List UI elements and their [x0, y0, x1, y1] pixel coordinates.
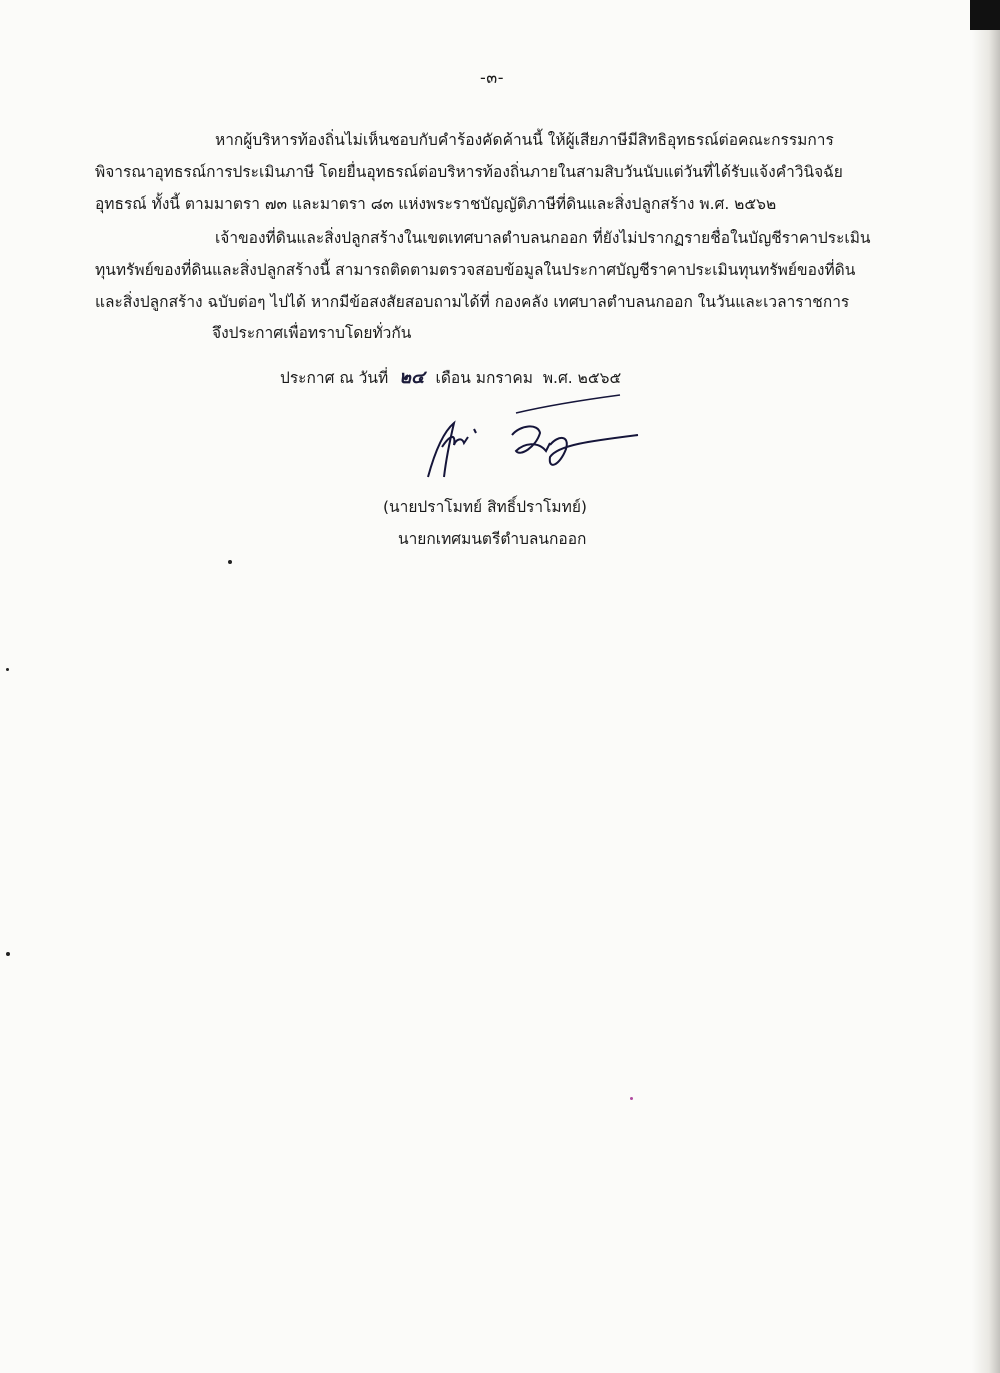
paragraph-appeal — [95, 124, 905, 220]
page-number: -๓- — [480, 68, 504, 87]
date-day-handwritten: ๒๔ — [399, 367, 425, 388]
scan-speck — [6, 952, 10, 956]
signatory-name: (นายปราโมทย์ สิทธิ์ปราโมทย์) — [383, 498, 587, 516]
paragraph-line: หากผู้บริหารท้องถิ่นไม่เห็นชอบกับคำร้องคัดค้านนี้ ให้ผู้เสียภาษีมีสิทธิอุทธรณ์ต่อคณะกรรมการ — [215, 131, 834, 149]
scan-corner-mark — [970, 0, 1000, 30]
paragraph-line: เจ้าของที่ดินและสิ่งปลูกสร้างในเขตเทศบาลตำบลนกออก ที่ยังไม่ปรากฏรายชื่อในบัญชีราคาประเมิน — [215, 229, 871, 247]
paragraph-line: และสิ่งปลูกสร้าง ฉบับต่อๆ ไปได้ หากมีข้อสงสัยสอบถามได้ที่ กองคลัง เทศบาลตำบลนกออก ในวันและเวลาราชการ — [95, 293, 850, 311]
date-prefix: ประกาศ ณ วันที่ — [280, 369, 389, 387]
signatory-title: นายกเทศมนตรีตำบลนกออก — [398, 530, 587, 548]
paragraph-line: ทุนทรัพย์ของที่ดินและสิ่งปลูกสร้างนี้ สามารถติดตามตรวจสอบข้อมูลในประกาศบัญชีราคาประเมินทุนทรัพย์ของที่ดิน — [95, 261, 856, 279]
scan-speck — [630, 1097, 633, 1100]
paragraph-line: พิจารณาอุทธรณ์การประเมินภาษี โดยยื่นอุทธรณ์ต่อบริหารท้องถิ่นภายในสามสิบวันนับแต่วันที่ได้รับแจ้งคำวินิจฉัย — [95, 163, 843, 181]
announcement-text: จึงประกาศเพื่อทราบโดยทั่วกัน — [212, 324, 412, 342]
paragraph-owners — [95, 222, 905, 318]
scan-speck — [6, 668, 9, 671]
scan-speck — [228, 560, 232, 564]
date-month: เดือน มกราคม — [435, 369, 533, 387]
paragraph-line: อุทธรณ์ ทั้งนี้ ตามมาตรา ๗๓ และมาตรา ๘๓ แห่งพระราชบัญญัติภาษีที่ดินและสิ่งปลูกสร้าง พ.ศ. ๒๕๖๒ — [95, 195, 777, 213]
handwritten-signature — [420, 385, 660, 495]
scan-edge-shadow — [972, 0, 1000, 1373]
date-year: พ.ศ. ๒๕๖๕ — [542, 369, 622, 387]
